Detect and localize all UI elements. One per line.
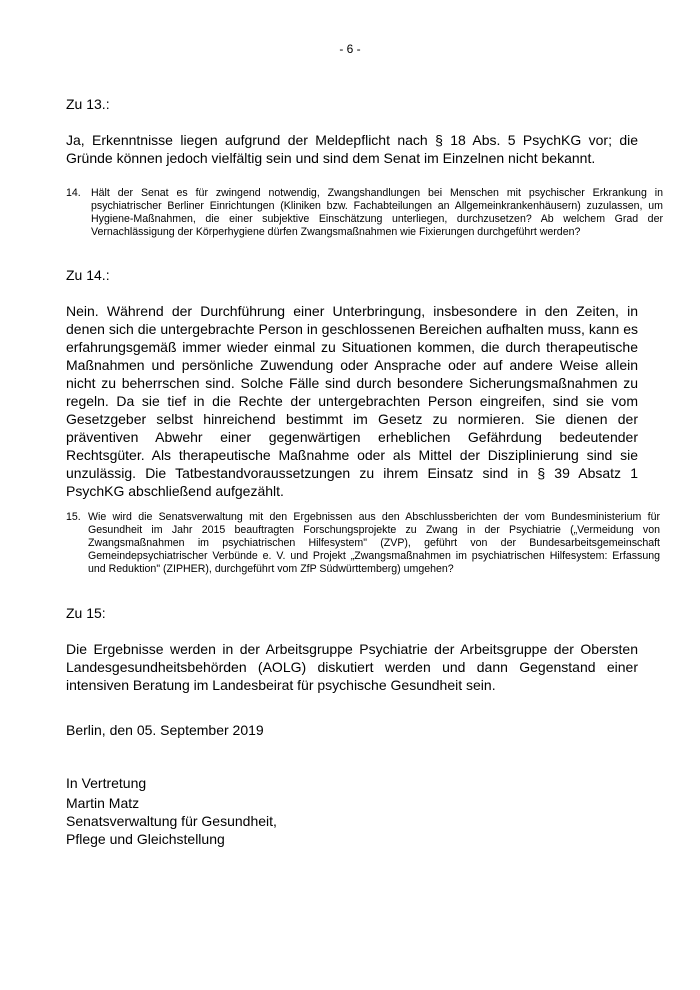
question-14-text: Hält der Senat es für zwingend notwendig, Zwangshandlungen bei Menschen mit psychischer Erkrankung in psychiatrischer Berliner Einrichtungen (Kliniken bzw. Fachabteilungen an Allgemeinkrankenhäusern) zuzulassen, um Hygiene-Maßnahmen, die einer subjektive Einschätzung unterliegen, durchzusetzen? Ab welchem Grad der Vernachlässigung der Körperhygiene dürfen Zwangsmaßnahmen wie Fixierungen durchgeführt werden? bbox=[91, 187, 663, 238]
signature-representation: In Vertretung bbox=[66, 775, 147, 791]
question-14-number: 14. bbox=[66, 187, 81, 199]
answer-14-heading: Zu 14.: bbox=[66, 267, 110, 283]
answer-15-text: Die Ergebnisse werden in der Arbeitsgruppe Psychiatrie der Arbeitsgruppe der Obersten Landesgesundheitsbehörden (AOLG) diskutiert werden und dann Gegenstand einer intensiven Beratung im Landesbeirat für psychische Gesundheit sein. bbox=[66, 641, 638, 693]
place-date: Berlin, den 05. September 2019 bbox=[66, 722, 264, 738]
question-14 bbox=[66, 187, 663, 239]
page-number: - 6 - bbox=[339, 42, 361, 56]
answer-13-heading: Zu 13.: bbox=[66, 96, 110, 112]
question-15 bbox=[66, 511, 660, 576]
question-15-number: 15. bbox=[66, 511, 81, 523]
answer-15-heading: Zu 15: bbox=[66, 605, 106, 621]
signature-name: Martin Matz bbox=[66, 795, 140, 811]
signature-organization-line2: Pflege und Gleichstellung bbox=[66, 831, 225, 847]
answer-14-text: Nein. Während der Durchführung einer Unterbringung, insbesondere in den Zeiten, in denen sich die untergebrachte Person in geschlossenen Bereichen aufhalten muss, kann es erfahrungsgemäß immer wieder einmal zu Situationen kommen, die durch therapeutische Maßnahmen und persönliche Zuwendung oder Ansprache oder auf andere Weise allein nicht zu beherrschen sind. Solche Fälle sind durch besondere Sicherungsmaßnahmen zu regeln. Da sie tief in die Rechte der untergebrachten Person eingreifen, sind sie vom Gesetzgeber selbst hinreichend bestimmt im Gesetz zu normieren. Sie dienen der präventiven Abwehr einer gegenwärtigen erheblichen Gefährdung bedeutender Rechtsgüter. Als therapeutische Maßnahme oder als Mittel der Disziplinierung sind sie unzulässig. Die Tatbestandvoraussetzungen zu ihrem Einsatz sind in § 39 Absatz 1 PsychKG abschließend aufgezählt. bbox=[66, 303, 638, 499]
answer-13-text: Ja, Erkenntnisse liegen aufgrund der Meldepflicht nach § 18 Abs. 5 PsychKG vor; die Gründe können jedoch vielfältig sein und sind dem Senat im Einzelnen nicht bekannt. bbox=[66, 132, 638, 166]
question-15-text: Wie wird die Senatsverwaltung mit den Ergebnissen aus den Abschlussberichten der vom Bundesministerium für Gesundheit im Jahr 2015 beauftragten Forschungsprojekte zu Zwang in der Psychiatrie („Vermeidung von Zwangsmaßnahmen im psychiatrischen Hilfesystem" (ZVP), geführt von der Bundesarbeitsgemeinschaft Gemeindepsychiatrischer Verbünde e. V. und Projekt „Zwangsmaßnahmen im psychiatrischen Hilfesystem: Erfassung und Reduktion" (ZIPHER), durchgeführt vom ZfP Südwürttemberg) umgehen? bbox=[88, 511, 660, 575]
signature-organization-line1: Senatsverwaltung für Gesundheit, bbox=[66, 813, 277, 829]
